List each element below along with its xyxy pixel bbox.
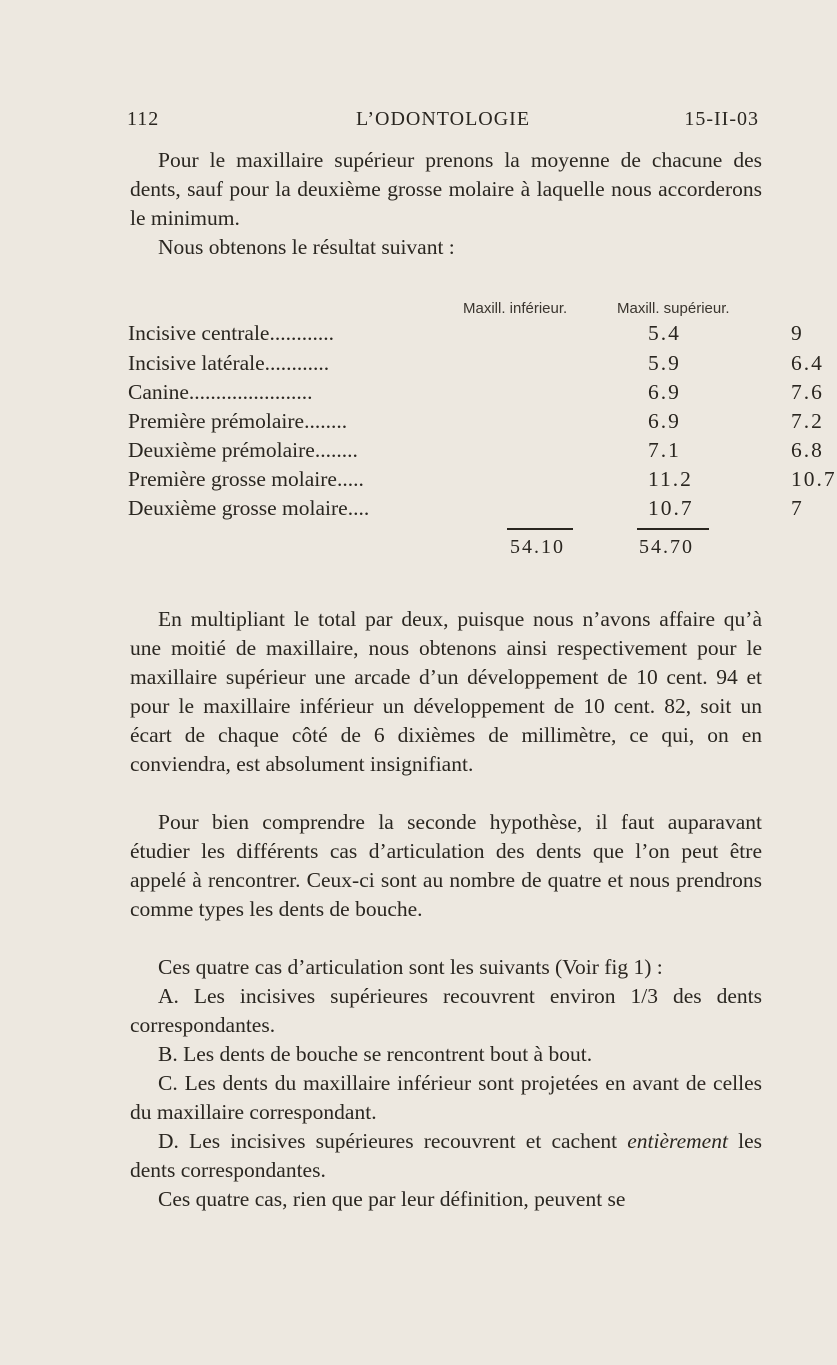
case-d-text-start: D. Les incisives supérieures recouvrent et cachent — [158, 1129, 628, 1153]
case-d-text-end: les dents correspondantes. — [130, 1129, 762, 1182]
value-inferior: 6.9 — [648, 409, 681, 433]
col-header-superior: Maxill. supérieur. — [617, 300, 730, 317]
sum-rule-inferior — [507, 528, 573, 530]
issue-date: 15-II-03 — [684, 108, 759, 130]
value-inferior: 6.9 — [648, 380, 681, 404]
row-label: Incisive centrale............ — [128, 321, 334, 345]
measurements-table — [0, 0, 837, 600]
paragraph-1: Pour le maxillaire supérieur prenons la moyenne de chacune des dents, sauf pour la deuxième grosse molaire à laquelle nous accorderons le minimum. — [130, 148, 762, 230]
value-superior: 7.2 — [791, 409, 824, 433]
row-label: Première prémolaire........ — [128, 409, 348, 433]
row-label: Deuxième prémolaire........ — [128, 438, 358, 462]
paragraph-final: Ces quatre cas, rien que par leur définition, peuvent se — [158, 1187, 626, 1211]
value-inferior: 5.4 — [648, 321, 681, 345]
value-superior: 6.8 — [791, 438, 824, 462]
case-b: B. Les dents de bouche se rencontrent bout à bout. — [158, 1042, 593, 1066]
case-c: C. Les dents du maxillaire inférieur sont projetées en avant de celles du maxillaire correspondant. — [130, 1071, 762, 1124]
paragraph-5: Ces quatre cas d’articulation sont les suivants (Voir fig 1) : — [158, 955, 663, 979]
total-superior: 54.70 — [639, 536, 694, 558]
value-superior: 7.6 — [791, 380, 824, 404]
row-label: Deuxième grosse molaire.... — [128, 496, 370, 520]
case-d-emphasis: entièrement — [627, 1129, 728, 1153]
col-header-inferior: Maxill. inférieur. — [463, 300, 568, 317]
case-a: A. Les incisives supérieures recouvrent environ 1/3 des dents correspondantes. — [130, 984, 762, 1037]
value-inferior: 10.7 — [648, 496, 694, 520]
row-label: Première grosse molaire..... — [128, 467, 364, 491]
case-d — [130, 1127, 762, 1185]
total-inferior: 54.10 — [510, 536, 565, 558]
value-superior: 7 — [791, 496, 804, 520]
paragraph-2: Nous obtenons le résultat suivant : — [158, 235, 455, 259]
paragraph-3: En multipliant le total par deux, puisque nous n’avons affaire qu’à une moitié de maxillaire, nous obtenons ainsi respectivement pour le maxillaire supérieur une arcade d’un développement de 10 cent. 94 et pour le maxillaire inférieur un développement de 10 cent. 82, soit un écart de chaque côté de 6 dixièmes de millimètre, ce qui, on en conviendra, est absolument insignifiant. — [130, 607, 762, 776]
page-number: 112 — [127, 108, 160, 130]
value-inferior: 5.9 — [648, 351, 681, 375]
sum-rule-superior — [637, 528, 709, 530]
running-title: L’ODONTOLOGIE — [355, 108, 531, 130]
row-label: Incisive latérale............ — [128, 351, 330, 375]
value-superior: 10.7 — [791, 467, 837, 491]
row-label: Canine....................... — [128, 380, 313, 404]
value-inferior: 11.2 — [648, 467, 693, 491]
value-superior: 9 — [791, 321, 804, 345]
value-superior: 6.4 — [791, 351, 824, 375]
value-inferior: 7.1 — [648, 438, 681, 462]
paragraph-4: Pour bien comprendre la seconde hypothèse, il faut auparavant étudier les différents cas d’articulation des dents que l’on peut être appelé à rencontrer. Ceux-ci sont au nombre de quatre et nous prendrons comme types les dents de bouche. — [130, 810, 762, 921]
